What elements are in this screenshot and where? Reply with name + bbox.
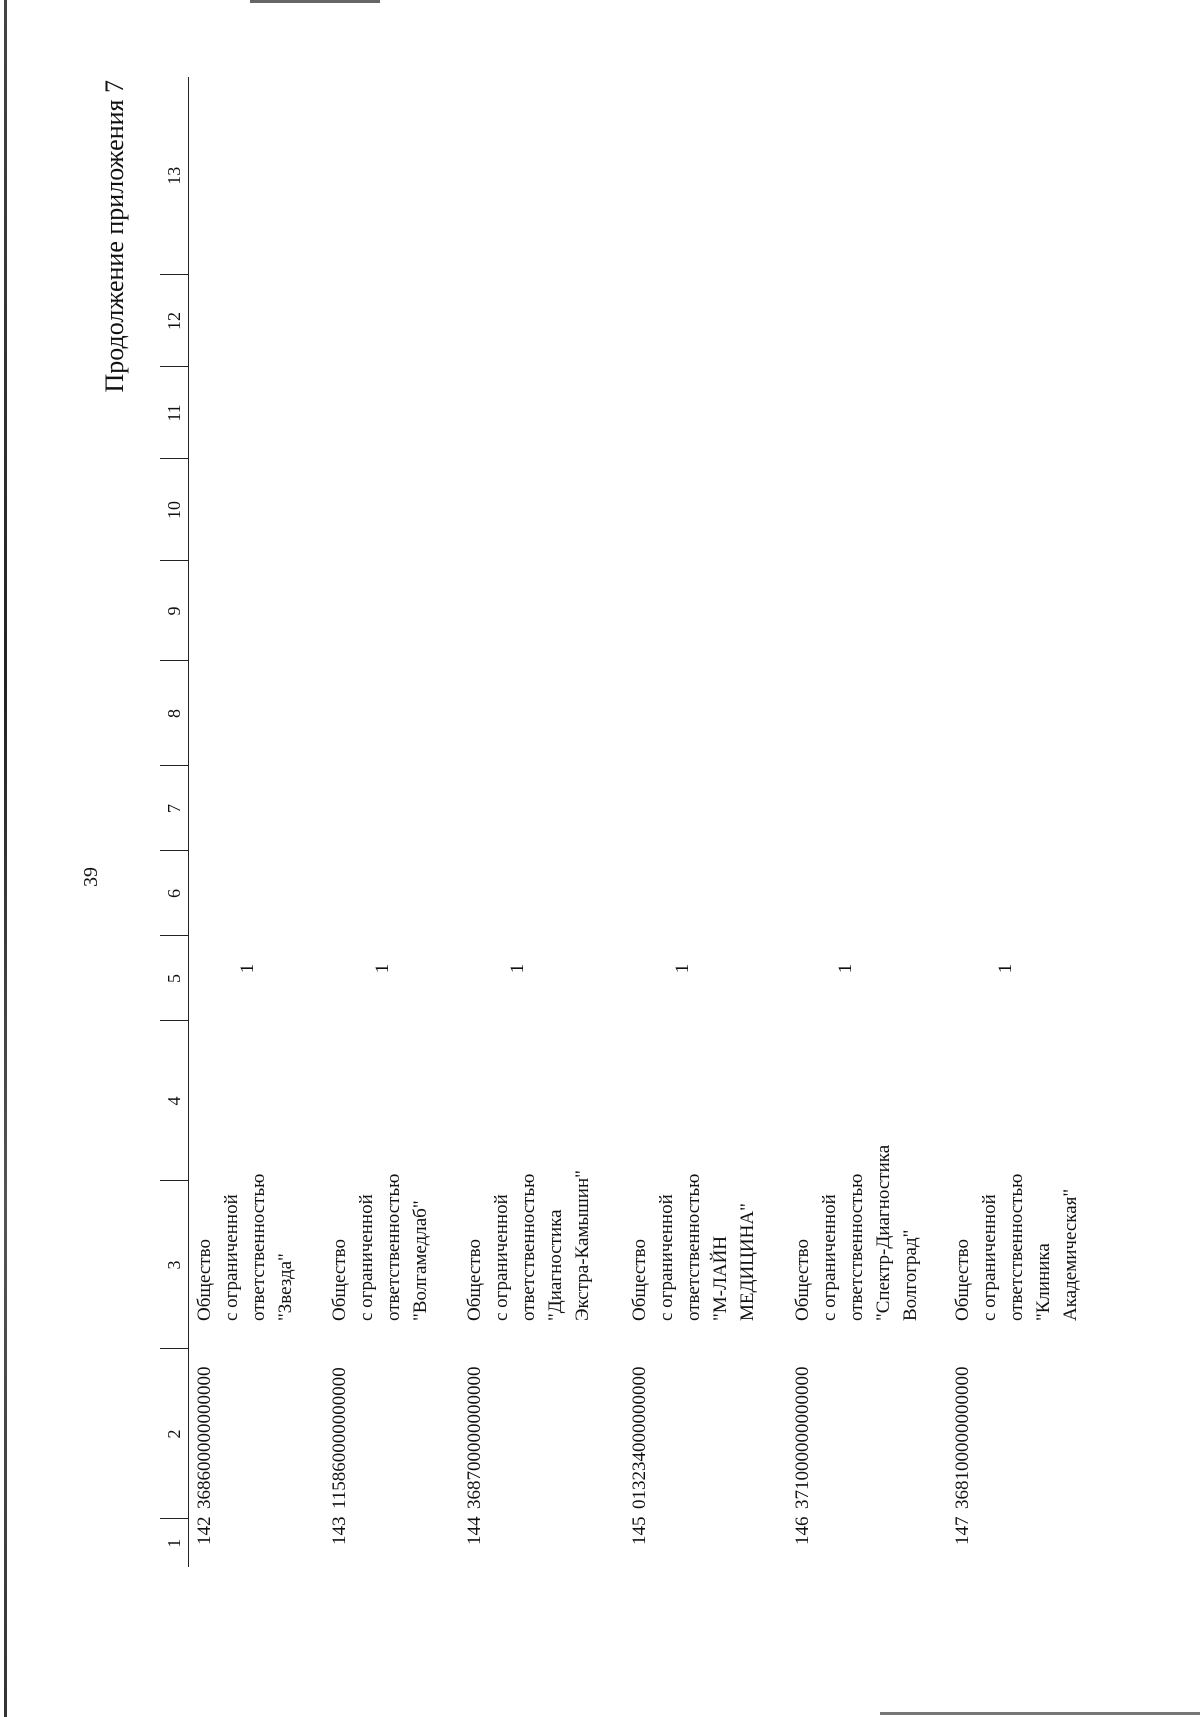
row-number: 144 (463, 1516, 485, 1545)
page-number: 39 (80, 867, 102, 887)
name-line: с ограниченной (655, 1194, 677, 1321)
name-line: с ограниченной (490, 1194, 512, 1321)
appendix-table (160, 77, 1107, 1567)
name-line: с ограниченной (221, 1194, 242, 1321)
name-line: Общество (328, 1238, 350, 1321)
table-row (189, 77, 324, 1567)
row-organization-name (624, 1173, 787, 1349)
row-col5-cell (459, 936, 624, 1021)
column-header: 5 (160, 936, 189, 1021)
name-line: МЕДИЦИНА" (736, 1203, 758, 1321)
row-code: 368600000000000 (194, 1366, 215, 1509)
name-line: "М-ЛАЙН (709, 1235, 731, 1321)
row-col5-value: 1 (671, 963, 693, 974)
column-header: 1 (160, 1519, 189, 1567)
name-line: ответственностью (682, 1173, 704, 1321)
table-row (459, 77, 624, 1567)
name-line: с ограниченной (978, 1194, 1000, 1321)
row-organization-name (787, 1144, 947, 1349)
column-header: 13 (160, 77, 189, 275)
name-line: "Волгамедлаб" (409, 1200, 431, 1321)
row-number: 143 (328, 1516, 350, 1545)
row-col5-cell (947, 936, 1107, 1021)
name-line: "Клиника (1032, 1243, 1054, 1321)
header-row (160, 77, 189, 1567)
row-code: 368700000000000 (463, 1366, 485, 1509)
row-number: 145 (628, 1516, 650, 1545)
column-header: 10 (160, 459, 189, 561)
name-line: ответственностью (248, 1173, 269, 1321)
row-col5-cell (189, 936, 324, 1021)
row-number: 142 (194, 1516, 215, 1545)
row-col5-cell (624, 936, 787, 1021)
name-line: ответственностью (1005, 1173, 1027, 1321)
row-organization-name (189, 1173, 324, 1349)
column-header: 6 (160, 851, 189, 936)
name-line: Экстра-Камышин" (571, 1170, 593, 1321)
name-line: "Спектр-Диагностика (872, 1144, 894, 1321)
column-header: 4 (160, 1021, 189, 1181)
row-col5-value: 1 (371, 963, 393, 974)
column-header: 3 (160, 1181, 189, 1349)
name-line: Общество (463, 1238, 485, 1321)
row-code: 371000000000000 (791, 1366, 813, 1509)
name-line: Общество (791, 1238, 813, 1321)
name-line: ответственностью (382, 1173, 404, 1321)
row-organization-name (947, 1173, 1107, 1349)
table-row (324, 77, 459, 1567)
column-header: 7 (160, 766, 189, 851)
column-header: 8 (160, 661, 189, 766)
row-code: 013234000000000 (628, 1366, 650, 1509)
row-number: 146 (791, 1516, 813, 1545)
name-line: ответственностью (845, 1173, 867, 1321)
name-line: "Диагностика (544, 1209, 566, 1321)
name-line: Волгоград" (899, 1229, 921, 1321)
row-organization-name (324, 1173, 459, 1349)
row-col5-cell (787, 936, 947, 1021)
row-col5-value: 1 (237, 963, 258, 974)
row-col5-value: 1 (834, 963, 856, 974)
name-line: "Звезда" (275, 1253, 296, 1321)
name-line: ответственностью (517, 1173, 539, 1321)
name-line: Академическая" (1059, 1188, 1081, 1321)
row-code: 115860000000000 (328, 1367, 350, 1509)
name-line: Общество (951, 1238, 973, 1321)
table-row (947, 77, 1107, 1567)
name-line: Общество (628, 1238, 650, 1321)
name-line: с ограниченной (818, 1194, 840, 1321)
name-line: с ограниченной (355, 1194, 377, 1321)
column-header: 2 (160, 1349, 189, 1519)
continuation-label: Продолжение приложения 7 (100, 80, 129, 393)
column-header: 11 (160, 367, 189, 459)
row-col5-value: 1 (994, 963, 1016, 974)
column-header: 9 (160, 561, 189, 661)
column-header: 12 (160, 275, 189, 367)
row-number: 147 (951, 1516, 973, 1545)
table-row (787, 77, 947, 1567)
row-col5-value: 1 (506, 963, 528, 974)
name-line: Общество (194, 1238, 215, 1321)
table-row (624, 77, 787, 1567)
row-organization-name (459, 1170, 624, 1349)
row-code: 368100000000000 (951, 1366, 973, 1509)
row-col5-cell (324, 936, 459, 1021)
